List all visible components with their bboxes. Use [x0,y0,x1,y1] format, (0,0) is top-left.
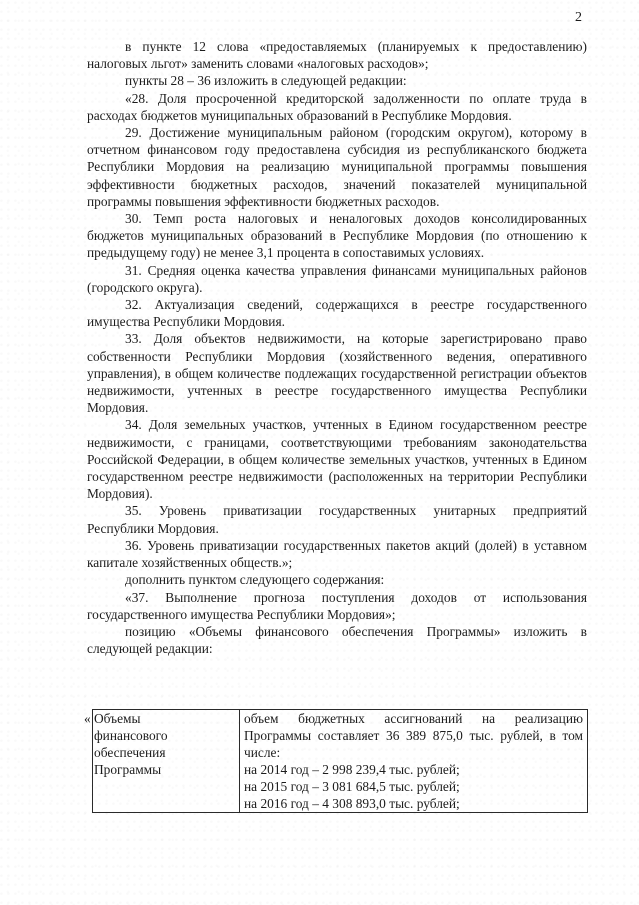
paragraph: 29. Достижение муниципальным районом (городским округом), которому в отчетном финансовом году предоставлена субсидия из республиканского бюджета Республики Мордовия на реализацию муниципальной программы повышения эффективности бюджетных расходов, значений показателей муниципальной программы повышения эффективности бюджетных расходов. [87,125,587,209]
label-line: Объемы [94,711,141,726]
funding-year-line: на 2015 год – 3 081 684,5 тыс. рублей; [244,779,460,794]
page-number: 2 [575,10,582,25]
funding-year-line: на 2016 год – 4 308 893,0 тыс. рублей; [244,796,460,811]
label-line: финансового [94,728,168,743]
funding-year-line: на 2014 год – 2 998 239,4 тыс. рублей; [244,762,460,777]
paragraph: «28. Доля просроченной кредиторской задолженности по оплате труда в расходах бюджетов муниципальных образований в Республике Мордовия. [87,90,587,123]
paragraph: 34. Доля земельных участков, учтенных в Едином государственном реестре недвижимости, с границами, соответствующими требованиям законодательства Российской Федерации, в общем количестве земельных участков, учтенных в Едином государственном реестре недвижимости (расположенных на территории Республики Мордовия). [87,417,587,502]
paragraph: 35. Уровень приватизации государственных унитарных предприятий Республики Мордовия. [87,503,587,536]
paragraph: пункты 28 – 36 изложить в следующей редакции: [125,73,407,89]
paragraph: «37. Выполнение прогноза поступления доходов от использования государственного имущества Республики Мордовия»; [87,589,587,622]
paragraph: 36. Уровень приватизации государственных пакетов акций (долей) в уставном капитале хозяйственных обществ.»; [87,537,587,571]
funding-value-cell [240,710,588,813]
funding-intro: объем бюджетных ассигнований на реализацию Программы составляет 36 389 875,0 тыс. рублей, в том числе: [244,711,583,760]
paragraph: 31. Средняя оценка качества управления финансами муниципальных районов (городского округа). [87,262,587,295]
paragraph: 32. Актуализация сведений, содержащихся в реестре государственного имущества Республики Мордовия. [87,297,587,330]
paragraph: дополнить пунктом следующего содержания: [125,572,385,588]
paragraph: позицию «Объемы финансового обеспечения Программы» изложить в следующей редакции: [87,623,587,657]
paragraph: 30. Темп роста налоговых и неналоговых доходов консолидированных бюджетов муниципальных образований в Республике Мордовия (по отношению к предыдущему году) не менее 3,1 процента в сопоставимых условиях. [87,211,587,261]
funding-label-cell [84,710,240,813]
document-body [87,38,587,657]
table-row [93,710,588,813]
paragraph: в пункте 12 слова «предоставляемых (планируемых к предоставлению) налоговых льгот» заменить словами «налоговых расходов»; [87,39,587,72]
open-quote: « [84,711,91,726]
label-line: Программы [94,762,162,777]
funding-table [84,709,588,813]
label-line: обеспечения [94,745,166,760]
paragraph: 33. Доля объектов недвижимости, на которые зарегистрировано право собственности Республики Мордовия (хозяйственного ведения, оперативного управления), в общем количестве подлежащих государственной регистрации объектов недвижимости, учтенных в реестре государственного имущества Республики Мордовия. [87,331,587,416]
funding-label [94,710,168,778]
